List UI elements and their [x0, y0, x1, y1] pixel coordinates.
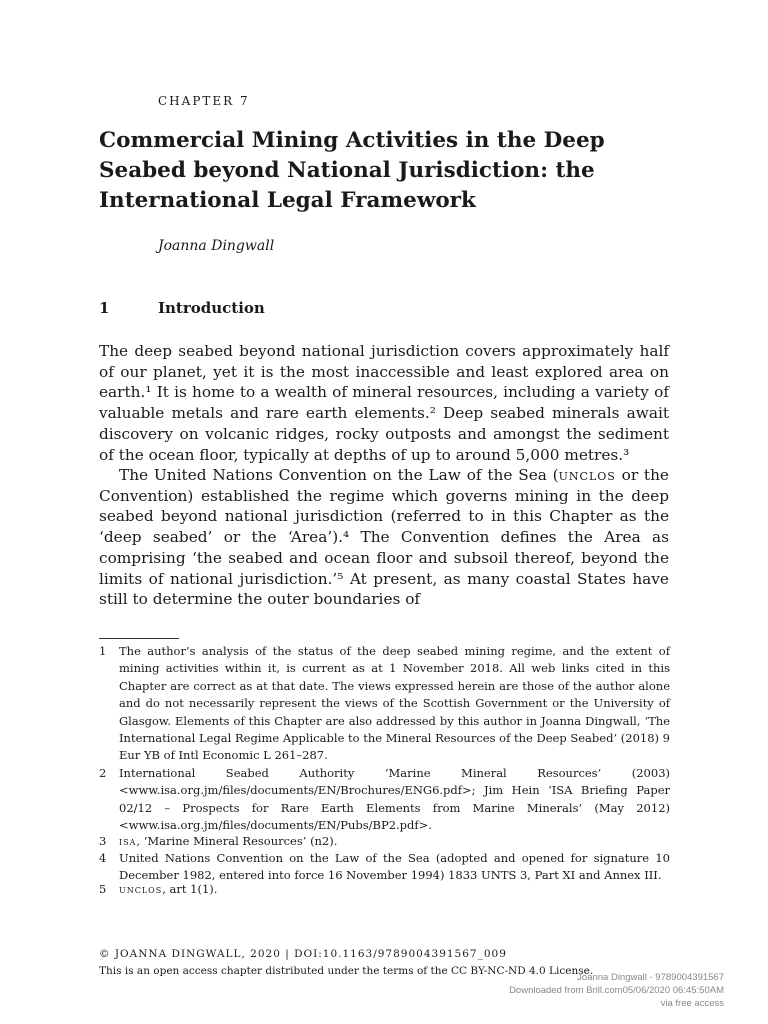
para2-unclos: unclos: [558, 466, 616, 484]
footnote-divider: [99, 638, 179, 639]
footnote-number: 5: [99, 882, 107, 896]
footnote: [99, 765, 670, 835]
footnote: [99, 881, 670, 898]
chapter-label: CHAPTER 7: [158, 94, 250, 108]
para2-text-a: The United Nations Convention on the Law of the Sea (: [119, 466, 559, 484]
footnote-text: International Seabed Authority ‘Marine Mineral Resources’ (2003) <www.isa.org.jm/files/documents/EN/Brochures/ENG6.pdf>; Jim Hein ‘ISA Briefing Paper 02/12 – Prospects for Rare Earth Elements from Marine Minerals’ (May 2012) <www.isa.org.jm/files/documents/EN/Pubs/BP2.pdf>.: [119, 766, 670, 833]
section-title: Introduction: [158, 299, 265, 317]
body-paragraph-2: [99, 465, 669, 610]
footnote: [99, 643, 670, 765]
footnote-number: 1: [99, 644, 107, 658]
footnote: [99, 850, 670, 885]
footnote-number: 4: [99, 851, 107, 865]
copyright-line: © JOANNA DINGWALL, 2020 | DOI:10.1163/9789004391567_009: [99, 948, 507, 960]
footnote-smallcaps: unclos: [119, 882, 163, 896]
footnote-text: United Nations Convention on the Law of the Sea (adopted and opened for signature 10 December 1982, entered into force 16 November 1994) 1833 UNTS 3, Part XI and Annex III.: [119, 851, 670, 883]
section-number: 1: [99, 299, 110, 317]
author-name: Joanna Dingwall: [158, 238, 275, 254]
footnote-number: 2: [99, 766, 107, 780]
footnote-text: , art 1(1).: [162, 882, 218, 896]
watermark-line: Joanna Dingwall - 9789004391567: [577, 972, 724, 983]
footnote: [99, 833, 670, 850]
footnote-number: 3: [99, 834, 107, 848]
body-paragraph-1: The deep seabed beyond national jurisdiction covers approximately half of our planet, yet it is the most inaccessible and least explored area on earth.¹ It is home to a wealth of mineral resources, including a variety of valuable metals and rare earth elements.² Deep seabed minerals await discovery on volcanic ridges, rocky outposts and amongst the sediment of the ocean floor, typically at depths of up to around 5,000 metres.³: [99, 342, 669, 464]
license-line: This is an open access chapter distributed under the terms of the CC BY-NC-ND 4.0 License.: [99, 965, 594, 977]
watermark-line: Downloaded from Brill.com05/06/2020 06:45:50AM: [509, 985, 724, 996]
watermark-line: via free access: [660, 998, 724, 1009]
chapter-title: Commercial Mining Activities in the Deep Seabed beyond National Jurisdiction: the International Legal Framework: [99, 128, 605, 213]
footnote-smallcaps: isa: [119, 834, 137, 848]
para2-text-b: or the Convention) established the regime which governs mining in the deep seabed beyond national jurisdiction (referred to in this Chapter as the ‘deep seabed’ or the ‘Area’).⁴ The Convention defines the Area as comprising ‘the seabed and ocean floor and subsoil thereof, beyond the limits of national jurisdiction.’⁵ At present, as many coastal States have still to determine the outer boundaries of: [99, 466, 669, 609]
footnote-text: The author’s analysis of the status of the deep seabed mining regime, and the extent of mining activities within it, is current as at 1 November 2018. All web links cited in this Chapter are correct as at that date. The views expressed herein are those of the author alone and do not necessarily represent the views of the Scottish Government or the University of Glasgow. Elements of this Chapter are also addressed by this author in Joanna Dingwall, ‘The International Legal Regime Applicable to the Mineral Resources of the Deep Seabed’ (2018) 9 Eur YB of Intl Economic L 261–287.: [119, 644, 670, 763]
footnote-text: , ‘Marine Mineral Resources’ (n2).: [136, 834, 338, 848]
